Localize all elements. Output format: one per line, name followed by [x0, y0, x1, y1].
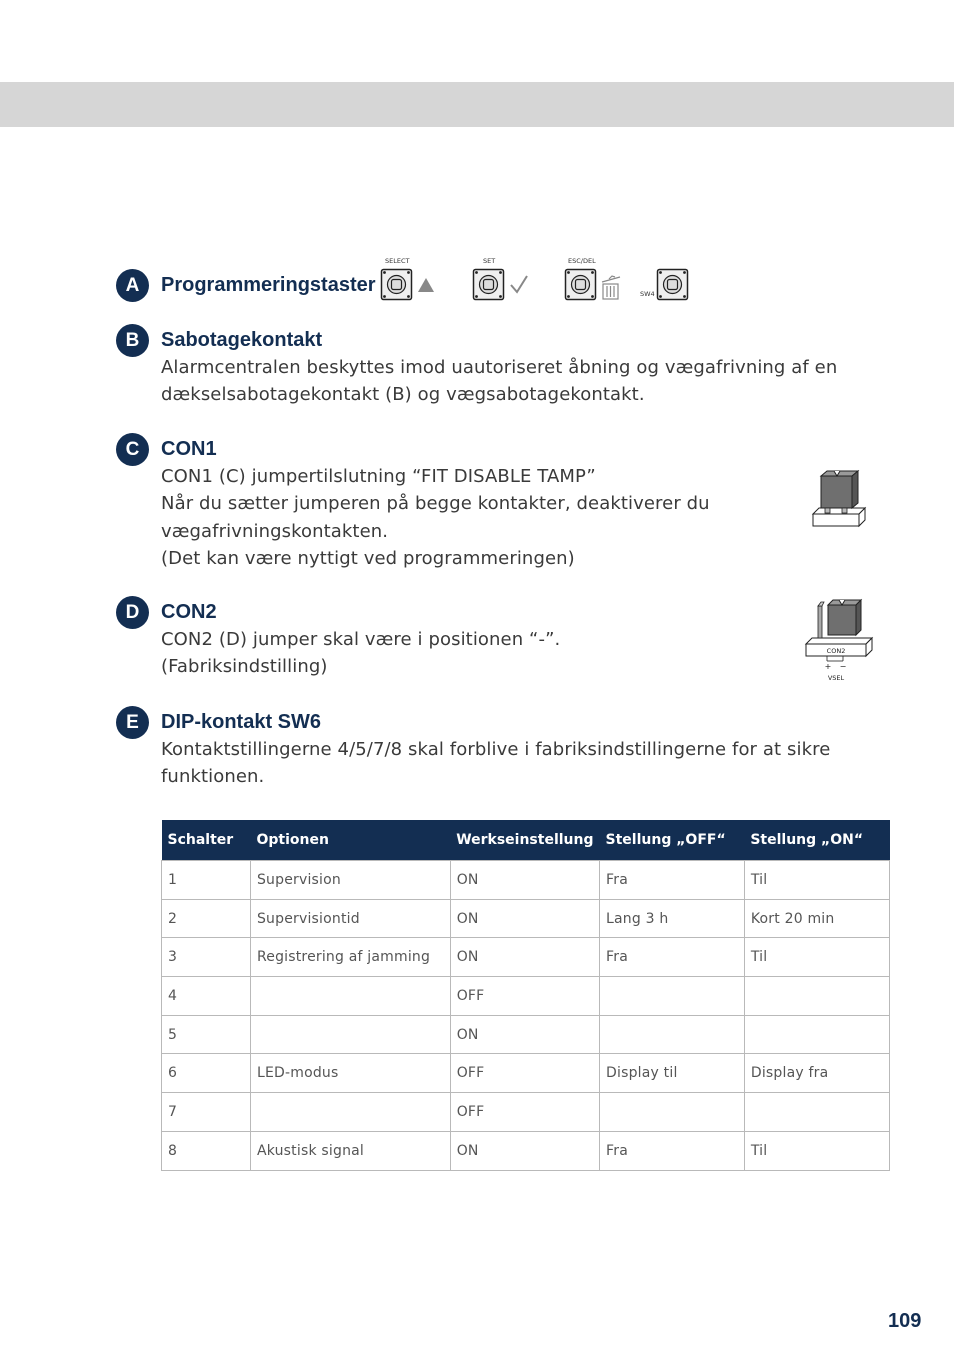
heading-dip-kontakt: DIP-kontakt SW6 — [161, 711, 322, 733]
cell-default: OFF — [450, 977, 599, 1016]
badge-a: A — [116, 269, 149, 302]
badge-e: E — [116, 706, 149, 739]
text-line: Alarmcentralen beskyttes imod uautoriseret åbning og vægafrivning af en — [161, 357, 838, 378]
cell-on: Til — [744, 938, 889, 977]
cell-option — [250, 977, 450, 1016]
heading-sabotagekontakt: Sabotagekontakt — [161, 329, 323, 351]
cell-schalter: 8 — [162, 1131, 251, 1170]
cell-option: LED-modus — [250, 1054, 450, 1093]
cell-off — [600, 1093, 745, 1132]
sw4-button-icon — [658, 270, 688, 300]
badge-d: D — [116, 596, 149, 629]
dip-description — [161, 736, 841, 791]
table-row — [162, 1015, 890, 1054]
set-button-icon — [474, 270, 504, 300]
heading-con2: CON2 — [161, 601, 217, 623]
plus-label: + — [824, 662, 832, 671]
text-line: dækselsabotagekontakt (B) og vægsabotagekontakt. — [161, 384, 645, 406]
cell-off: Fra — [600, 1131, 745, 1170]
header-stellung-on: Stellung „ON“ — [744, 820, 889, 861]
cell-option: Supervision — [250, 861, 450, 900]
heading-programmeringstaster: Programmeringstaster — [161, 274, 376, 296]
cell-on: Til — [744, 1131, 889, 1170]
cell-default: OFF — [450, 1054, 599, 1093]
cell-schalter: 6 — [162, 1054, 251, 1093]
checkmark-icon — [511, 276, 527, 292]
sw4-label: SW4 — [640, 290, 655, 298]
programming-keys — [380, 268, 692, 304]
cell-option — [250, 1015, 450, 1054]
escdel-button-icon — [566, 270, 596, 300]
vsel-label: VSEL — [827, 674, 845, 682]
cell-default: ON — [450, 861, 599, 900]
text-line: (Fabriksindstilling) — [161, 656, 328, 678]
dip-switch-table — [161, 820, 890, 1171]
triangle-up-icon — [418, 278, 434, 292]
text-line: (Det kan være nyttigt ved programmeringen) — [161, 547, 575, 569]
text-line: CON1 (C) jumpertilslutning “FIT DISABLE TAMP” — [161, 466, 596, 487]
table-row — [162, 861, 890, 900]
cell-schalter: 2 — [162, 899, 251, 938]
trash-icon — [602, 276, 620, 299]
cell-on — [744, 1093, 889, 1132]
header-schalter: Schalter — [162, 820, 251, 861]
con1-description — [161, 463, 841, 572]
heading-con1: CON1 — [161, 438, 217, 460]
text-line: Kontaktstillingerne 4/5/7/8 skal forblive i fabriksindstillingerne for at sikre — [161, 739, 831, 760]
cell-default: ON — [450, 899, 599, 938]
table-header-row — [162, 820, 890, 861]
cell-off: Display til — [600, 1054, 745, 1093]
cell-default: ON — [450, 1131, 599, 1170]
cell-option: Supervisiontid — [250, 899, 450, 938]
cell-option — [250, 1093, 450, 1132]
con2-jumper-diagram — [802, 598, 876, 684]
page-number: 109 — [888, 1310, 922, 1332]
cell-on — [744, 977, 889, 1016]
con2-description — [161, 626, 841, 681]
text-line: CON2 (D) jumper skal være i positionen “-”. — [161, 629, 561, 650]
cell-schalter: 1 — [162, 861, 251, 900]
cell-off: Lang 3 h — [600, 899, 745, 938]
text-line: Når du sætter jumperen på begge kontakter, deaktiverer du — [161, 493, 710, 515]
cell-off: Fra — [600, 861, 745, 900]
select-button-icon — [382, 270, 412, 300]
badge-c: C — [116, 433, 149, 466]
cell-schalter: 5 — [162, 1015, 251, 1054]
cell-schalter: 3 — [162, 938, 251, 977]
table-row — [162, 1131, 890, 1170]
cell-off: Fra — [600, 938, 745, 977]
set-label: SET — [483, 257, 496, 265]
table-row — [162, 1093, 890, 1132]
cell-default: ON — [450, 938, 599, 977]
cell-default: OFF — [450, 1093, 599, 1132]
table-row — [162, 899, 890, 938]
minus-label: − — [839, 662, 847, 671]
header-werkseinstellung: Werkseinstellung — [450, 820, 599, 861]
con2-board-label: CON2 — [826, 647, 846, 655]
cell-option: Akustisk signal — [250, 1131, 450, 1170]
cell-off — [600, 1015, 745, 1054]
table-row — [162, 938, 890, 977]
escdel-label: ESC/DEL — [568, 257, 596, 265]
cell-default: ON — [450, 1015, 599, 1054]
text-line: funktionen. — [161, 766, 265, 788]
select-label: SELECT — [385, 257, 410, 265]
header-stellung-off: Stellung „OFF“ — [600, 820, 745, 861]
cell-on: Kort 20 min — [744, 899, 889, 938]
text-line: vægafrivningskontakten. — [161, 520, 389, 542]
cell-on — [744, 1015, 889, 1054]
cell-schalter: 7 — [162, 1093, 251, 1132]
table-row — [162, 1054, 890, 1093]
cell-on: Display fra — [744, 1054, 889, 1093]
cell-on: Til — [744, 861, 889, 900]
header-optionen: Optionen — [250, 820, 450, 861]
badge-b: B — [116, 324, 149, 357]
header-band — [0, 82, 954, 127]
cell-option: Registrering af jamming — [250, 938, 450, 977]
con1-jumper-diagram — [808, 468, 870, 532]
cell-schalter: 4 — [162, 977, 251, 1016]
sabotage-description — [161, 354, 841, 409]
table-row — [162, 977, 890, 1016]
cell-off — [600, 977, 745, 1016]
